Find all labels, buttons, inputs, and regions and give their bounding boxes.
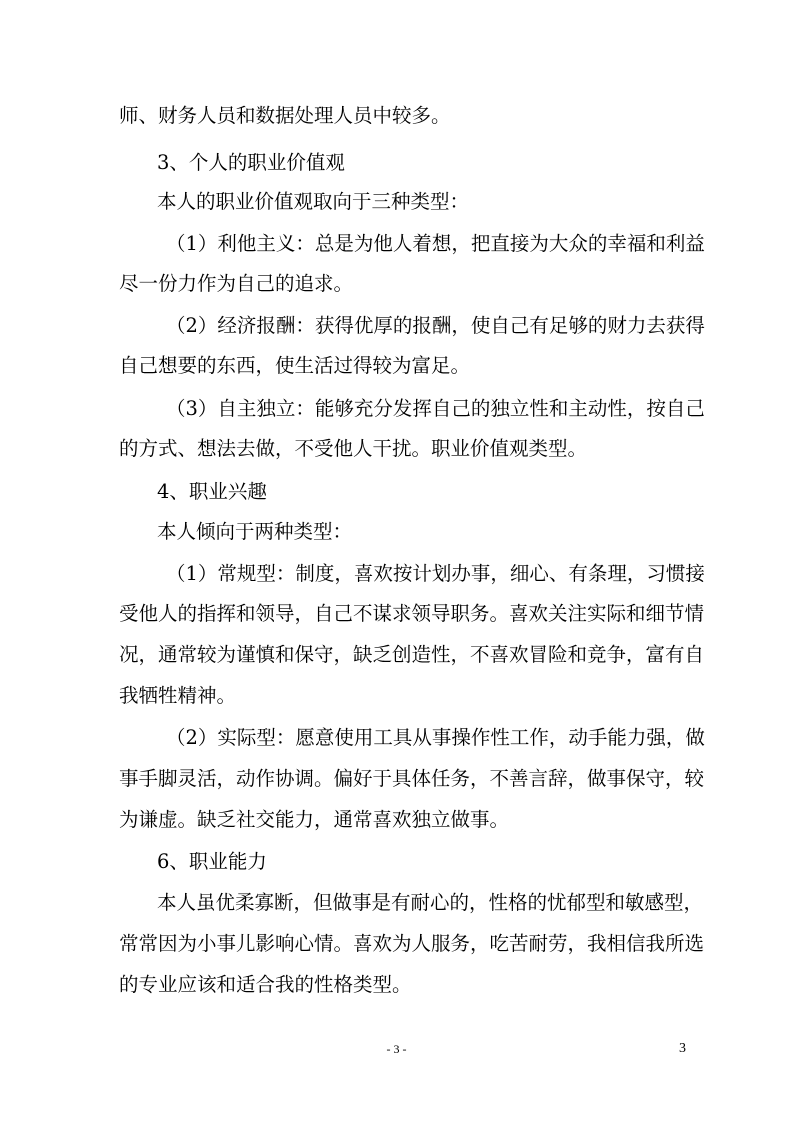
text-line: 本人倾向于两种类型： <box>157 520 353 543</box>
text-line: 本人的职业价值观取向于三种类型： <box>157 190 470 213</box>
page-number: 3 <box>679 1041 686 1056</box>
text-line: 事手脚灵活，动作协调。偏好于具体任务，不善言辞，做事保守，较 <box>119 767 705 790</box>
text-line: 为谦虚。缺乏社交能力，通常喜欢独立做事。 <box>119 808 510 831</box>
text-line: 自己想要的东西，使生活过得较为富足。 <box>119 354 471 377</box>
text-line: 的专业应该和适合我的性格类型。 <box>119 973 412 996</box>
text-line: （1）利他主义：总是为他人着想，把直接为大众的幸福和利益 <box>166 232 705 255</box>
section-heading: 6、职业能力 <box>157 850 267 873</box>
text-line: 本人虽优柔寡断，但做事是有耐心的，性格的忧郁型和敏感型， <box>157 891 704 914</box>
text-line: （1）常规型：制度，喜欢按计划办事，细心、有条理，习惯接 <box>166 562 705 585</box>
text-line: 师、财务人员和数据处理人员中较多。 <box>119 104 451 127</box>
page-footer-marker: - 3 - <box>386 1042 407 1056</box>
text-line: （2）经济报酬：获得优厚的报酬，使自己有足够的财力去获得 <box>166 314 705 337</box>
text-line: （3）自主独立：能够充分发挥自己的独立性和主动性，按自己 <box>166 397 705 420</box>
text-line: 的方式、想法去做，不受他人干扰。职业价值观类型。 <box>119 437 588 460</box>
text-line: 受他人的指挥和领导，自己不谋求领导职务。喜欢关注实际和细节情 <box>119 602 705 625</box>
text-line: 尽一份力作为自己的追求。 <box>119 272 354 295</box>
text-line: 况，通常较为谨慎和保守，缺乏创造性，不喜欢冒险和竞争，富有自 <box>119 643 705 666</box>
text-line: 我牺牲精神。 <box>119 684 237 707</box>
text-line: 常常因为小事儿影响心情。喜欢为人服务，吃苦耐劳，我相信我所选 <box>119 932 705 955</box>
section-heading: 3、个人的职业价值观 <box>157 151 345 174</box>
text-line: （2）实际型：愿意使用工具从事操作性工作，动手能力强，做 <box>166 726 705 749</box>
section-heading: 4、职业兴趣 <box>157 480 267 503</box>
